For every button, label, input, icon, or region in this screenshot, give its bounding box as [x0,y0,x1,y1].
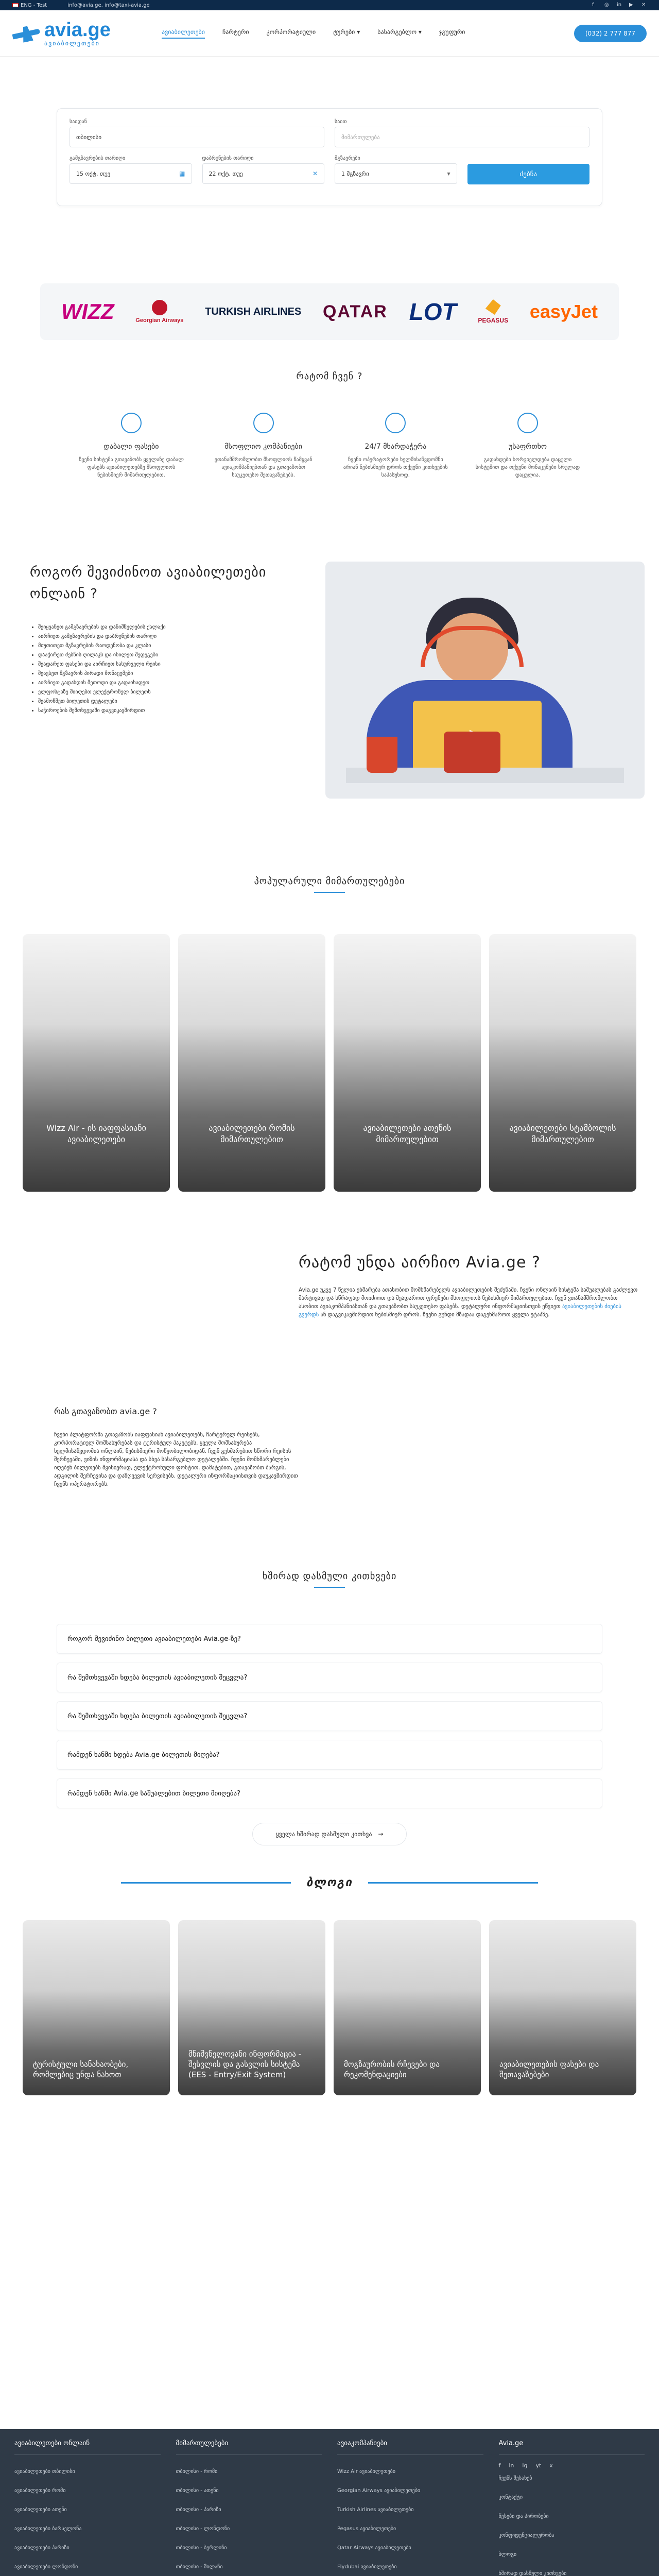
how-to-title: როგორ შევიძინოთ ავიაბილეთები ონლაინ ? [30,565,267,602]
youtube-icon[interactable]: ▶ [629,2,633,8]
blog-card-title: მოგზაურობის რჩევები და რეკომენდაციები [344,2060,440,2079]
feature-text: ჩვენი სისტემა გთავაზობს ყველაზე დაბალ ფასებს ავიაბილეთებზე მსოფლიოს ნებისმიერ მიმართულებით. [79,457,184,478]
georgian-emblem-icon [152,300,167,315]
list-item: • შეამოწმეთ ბილეთის დეტალები [38,698,305,705]
faq-item[interactable]: რა შემთხვევაში ხდება ბილეთის ავიაბილეთის შეცვლა? [57,1701,602,1731]
footer-heading: ავიაკომპანიები [337,2439,483,2455]
footer-link[interactable]: ავიაბილეთები ბარსელონა [14,2526,82,2532]
faq-item[interactable]: რა შემთხვევაში ხდება ბილეთის ავიაბილეთის შეცვლა? [57,1663,602,1692]
blog-title: ბლოგი [306,1876,353,1889]
why-avia-section [299,1253,638,1319]
blog-card-title: ავიაბილეთების ფასები და შეთავაზებები [499,2060,599,2079]
language-selector[interactable] [12,3,47,8]
list-item: • აირჩიეთ გამგზავრების და დაბრუნების თარიღი [38,633,305,640]
nav-useful-label: სასარგებლო [377,28,417,36]
flag-icon [12,3,19,7]
footer-heading: Avia.ge [499,2439,645,2455]
chevron-down-icon: ▾ [418,28,422,36]
footer-column [176,2439,322,2576]
card-label: Wizz Air - ის იაფფასიანი ავიაბილეთები [46,1123,146,1144]
turkish-airlines-logo: TURKISH AIRLINES [205,306,302,317]
destination-card[interactable] [334,934,481,1192]
title-underline [314,1587,345,1588]
list-item: • აირჩიეთ გადახდის მეთოდი და გადაიხადეთ [38,679,305,687]
return-date-input[interactable] [202,163,325,184]
blog-card[interactable] [178,1920,325,2095]
faq-item[interactable]: როგორ შევიძინო ბილეთი ავიაბილეთები Avia.ge-ზე? [57,1624,602,1654]
arrow-right-icon: → [378,1831,384,1838]
faq-item[interactable]: რამდენ ხანში Avia.ge საშუალებით ბილეთი მიიღება? [57,1778,602,1808]
georgian-airways-logo [135,300,183,324]
blog-card-title: ტურისტული სანახაობები, რომლებიც უნდა ნახოთ [33,2060,129,2079]
youtube-icon[interactable]: yt [535,2462,542,2469]
instagram-icon[interactable]: ig [522,2462,528,2469]
blog-cards [23,1920,636,2095]
feature-title: დაბალი ფასები [103,443,159,451]
footer-link[interactable]: ავიაბილეთები ლონდონი [14,2564,78,2570]
x-icon[interactable]: ✕ [641,2,646,8]
list-item: • შეავსეთ მგზავრის პირადი მონაცემები [38,670,305,677]
easyjet-logo: easyJet [529,301,598,322]
footer-link[interactable]: კონფიდენციალურობა [498,2533,554,2538]
main-nav [162,28,465,39]
divider [121,1882,291,1884]
faq-title: ხშირად დასმული კითხვები [262,1571,397,1582]
passengers-value: 1 მგზავრი [341,170,369,177]
feature-title: 24/7 მხარდაჭერა [365,443,427,451]
suitcase-shape [444,732,500,773]
footer-link[interactable]: თბილისი - პარიზი [176,2507,221,2513]
footer-link[interactable]: ჩვენს შესახებ [498,2476,532,2481]
nav-group[interactable]: ჯგუფური [439,28,465,36]
what-we-offer-section [54,1406,299,1488]
from-label: საიდან [70,119,87,125]
to-label: საით [335,119,347,125]
social-icons [592,3,647,8]
what-text: ჩვენი პლატფორმა გთავაზობს იაფფასიან ავიაბილეთებს, ჩარტერულ რეისებს, კორპორატიულ მომსახურებას და ტურისტულ პაკეტებს. ყველა მომსახურება ხელმისაწვდომია ონლაინ, ნებისმიერი მოწყობილობიდან. ჩვენ გეხმარებით სწორი რეისის შერჩევაში, ვიზის ინფორმაციასა და სხვა სასარგებლო დეტალებში. ჩვენი მომხმარებლები იღებენ ბილეთებს მყისიერად, ელექტრონული ფოსტით. დამატებით, გთავაზობთ ბარგის, ადგილის შერჩევისა და დაზღვევის სერვისებს. დეტალური ინფორმაციისთვის დაუკავშირდით ჩვენს ოპერატორებს. [54,1432,298,1487]
wizz-logo: WIZZ [61,299,114,324]
list-item: • საჭიროების შემთხვევაში დაგვიკავშირდით [38,707,305,715]
title-underline [314,892,345,893]
globe-icon [253,413,274,433]
feature-item [341,413,449,479]
nav-flights[interactable]: ავიაბილეთები [162,28,205,39]
from-input[interactable]: თბილისი [70,127,324,147]
footer-link[interactable]: Georgian Airways ავიაბილეთები [337,2488,421,2494]
return-label: დაბრუნების თარიღი [202,156,254,161]
nav-corporate[interactable]: კორპორატიული [266,28,316,36]
passengers-select[interactable] [335,163,457,184]
search-page-link[interactable]: ავიაბილეთების ძიების გვერდს [299,1303,621,1318]
pegasus-text: PEGASUS [478,317,509,324]
card-label: ავიაბილეთები სტამბოლის მიმართულებით [509,1123,616,1144]
footer-link[interactable]: თბილისი - ლონდონი [176,2526,230,2532]
nav-charter[interactable]: ჩარტერი [222,28,249,36]
popular-title: პოპულარული მიმართულებები [254,876,405,887]
list-item: • მიუთითეთ მგზავრების რაოდენობა და კლასი [38,642,305,650]
plane-icon [12,23,40,44]
what-title: რას გთავაზობთ avia.ge ? [54,1406,157,1416]
footer-link[interactable]: ავიაბილეთები ათენი [14,2507,67,2513]
calendar-icon: ▦ [179,170,185,177]
why-avia-body: Avia.ge უკვე 7 წელია ეხმარება ათასობით მომხმარებელს ავიაბილეთების შეძენაში. ჩვენი ონლაინ სისტემა საშუალებას გაძლევთ მარტივად და სწრაფად მოიძიოთ და შეადაროთ ფრენები მსოფლიოს ნებისმიერ მიმართულებით. ჩვენ ვთანამშრომლობთ ასობით ავიაკომპანიასთან და გთავაზობთ საუკეთესო ფასებს. დეტალური ინფორმაციისთვის ეწვიეთ [299,1287,638,1310]
blog-card[interactable] [23,1920,170,2095]
shield-icon [517,413,538,433]
footer-heading: ავიაბილეთები ონლაინ [14,2439,161,2455]
passengers-label: მგზავრები [335,156,360,161]
contact-email[interactable]: info@avia.ge, info@taxi-avia.ge [67,2,150,8]
pegasus-logo [478,299,508,324]
destination-card[interactable] [23,934,170,1192]
footer-link[interactable]: Qatar Airways ავიაბილეთები [337,2545,411,2551]
footer-link[interactable]: ავიაბილეთები თბილისი [14,2469,75,2475]
feature-item [77,413,185,479]
pegasus-wing-icon [485,299,501,315]
features [77,413,582,479]
divider [368,1882,538,1884]
nav-tours[interactable] [333,28,360,39]
footer-link[interactable]: ავიაბილეთები რომი [14,2488,66,2494]
x-icon[interactable]: x [549,2462,553,2469]
footer-link[interactable]: თბილისი - ათენი [176,2488,219,2494]
footer-link[interactable]: თბილისი - მილანი [176,2564,223,2570]
footer-link[interactable]: Turkish Airlines ავიაბილეთები [337,2507,414,2513]
footer-link[interactable]: Flydubai ავიაბილეთები [337,2564,397,2570]
feature-title: უსაფრთხო [508,443,547,451]
list-item: • შეადარეთ ფასები და აირჩიეთ სასურველი რეისი [38,660,305,668]
departure-label: გამგზავრების თარიღი [70,156,126,161]
footer [0,2429,659,2576]
footer-link[interactable]: ბლოგი [498,2552,517,2557]
feature-item [474,413,582,479]
lot-logo: LOT [409,298,457,325]
list-item: • შეიყვანეთ გამგზავრების და დანიშნულების ქალაქი [38,623,305,631]
popular-cards [23,934,636,1192]
footer-social [499,2462,645,2469]
facebook-icon[interactable]: f [592,2,594,8]
footer-link[interactable]: Pegasus ავიაბილეთები [337,2526,396,2532]
card-label: ავიაბილეთები ათენის მიმართულებით [363,1123,452,1144]
header [0,10,659,57]
blog-card[interactable] [334,1920,481,2095]
footer-heading: მიმართულებები [176,2439,322,2455]
linkedin-icon[interactable]: in [509,2462,514,2469]
video-illustration[interactable] [325,562,645,799]
language-label: ENG - Test [21,2,47,8]
footer-link[interactable]: ხშირად დასმული კითხვები [498,2571,567,2576]
faq-list [57,1624,602,1808]
footer-column [337,2439,483,2576]
logo[interactable] [12,20,141,47]
close-icon[interactable]: ✕ [312,170,318,177]
wallet-icon [121,413,142,433]
faq-item[interactable]: რამდენ ხანში ხდება Avia.ge ბილეთის მიღება? [57,1740,602,1770]
feature-text: ვთანამშრომლობთ მსოფლიოს წამყვან ავიაკომპანიებთან და გთავაზობთ საუკეთესო შეთავაზებებს. [214,457,313,478]
headset-icon [385,413,406,433]
phone-button[interactable]: (032) 2 777 877 [574,25,647,42]
airline-logos [40,283,619,340]
nav-tours-label: ტურები [333,28,355,36]
footer-link[interactable]: თბილისი - რომი [176,2469,218,2475]
instagram-icon[interactable]: ◎ [604,2,609,8]
footer-column [14,2439,161,2576]
chevron-down-icon: ▾ [447,170,450,177]
feature-text: გადახდები ხორციელდება დაცული სისტემით და თქვენი მონაცემები სრულად დაცულია. [475,457,580,478]
georgian-airways-text: Georgian Airways [135,317,184,324]
nav-useful[interactable] [377,28,422,39]
all-faq-label: ყველა ხშირად დასმული კითხვა [275,1831,372,1838]
qatar-logo: QATAR [323,301,388,321]
blog-card[interactable] [489,1920,636,2095]
departure-date-value: 15 ოქტ, თუე [76,170,111,177]
footer-column [499,2439,645,2576]
return-date-value: 22 ოქტ, თუე [209,170,243,177]
all-faq-button[interactable] [252,1823,407,1845]
why-avia-text [299,1286,638,1319]
why-avia-title: რატომ უნდა აირჩიო Avia.ge ? [299,1253,541,1272]
departure-date-input[interactable] [70,163,192,184]
footer-link[interactable]: წესები და პირობები [498,2514,549,2519]
list-item: • დააჭირეთ ძებნის ღილაკს და იხილეთ შედეგები [38,651,305,659]
flight-search-form [57,108,602,206]
destination-card[interactable] [489,934,636,1192]
list-item: • ელფოსტაზე მიიღებთ ელექტრონულ ბილეთს [38,688,305,696]
footer-link[interactable]: თბილისი - ბერლინი [176,2545,227,2551]
feature-text: ჩვენი ოპერატორები ხელმისაწვდომნი არიან ნებისმიერ დროს თქვენი კითხვების საპასუხოდ. [343,457,448,478]
how-to-section [14,562,645,799]
top-bar [0,0,659,10]
why-us-title: რატომ ჩვენ ? [296,371,363,382]
footer-link[interactable]: კონტაქტი [498,2495,523,2500]
facebook-icon[interactable]: f [498,2462,501,2469]
logo-text: avia.ge [44,19,111,41]
search-button[interactable]: ძებნა [467,164,590,184]
how-to-steps [30,623,305,715]
feature-item [210,413,318,479]
mug-shape [367,737,397,773]
why-avia-body-end: ან დაგვიკავშირდით ნებისმიერ დროს. ჩვენი გუნდი მზადაა დაგეხმაროთ ყველა ეტაპზე. [320,1312,550,1318]
to-input[interactable]: მიმართულება [335,127,589,147]
feature-title: მსოფლიო კომპანიები [224,443,302,451]
blog-header [0,1876,659,1889]
linkedin-icon[interactable]: in [617,2,622,8]
blog-card-title: მნიშვნელოვანი ინფორმაცია - შესვლის და გასვლის სისტემა (EES - Entry/Exit System) [188,2049,302,2079]
footer-link[interactable]: Wizz Air ავიაბილეთები [337,2469,396,2475]
destination-card[interactable] [178,934,325,1192]
logo-subtext: ავიაბილეთები [44,39,100,47]
card-label: ავიაბილეთები რომის მიმართულებით [209,1123,295,1144]
footer-link[interactable]: ავიაბილეთები პარიზი [14,2545,70,2551]
chevron-down-icon: ▾ [357,28,360,36]
